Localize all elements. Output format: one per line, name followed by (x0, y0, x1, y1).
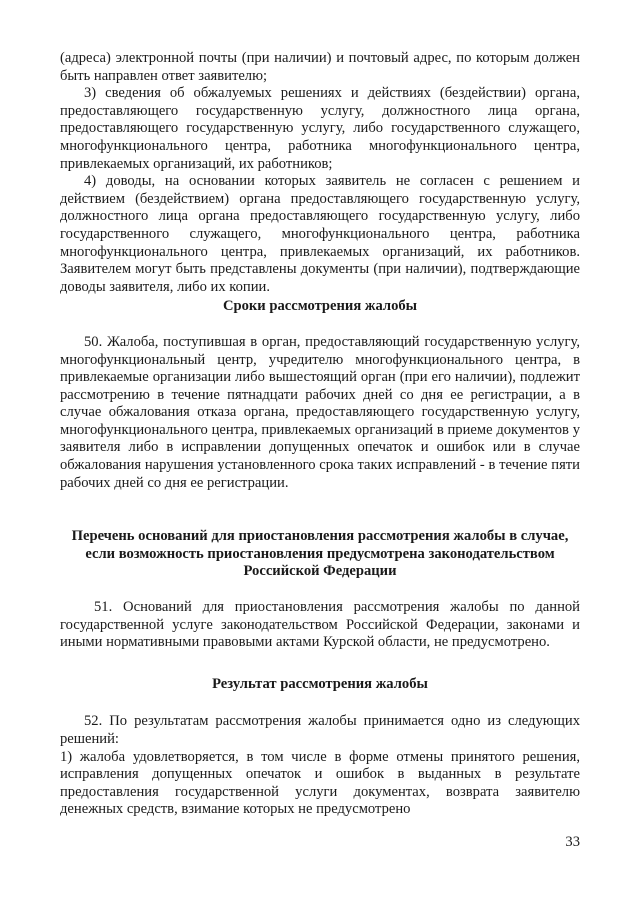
document-page (60, 50, 580, 819)
section-heading-sroki: Сроки рассмотрения жалобы (222, 298, 418, 315)
paragraph-item-4: 4) доводы, на основании которых заявитель не согласен с решением и действием (бездействием) органа предоставляющего государственную услугу, должностного лица органа предоставляющего государственную услугу, либо государственного служащего, многофункционального центра, работника многофункционального центра, привлекаемых организаций, их работников. Заявителем могут быть представлены документы (при наличии), подтверждающие доводы заявителя, либо их копии. (60, 173, 580, 295)
section-heading-perechen: Перечень оснований для приостановления рассмотрения жалобы в случае, если возможность приостановления предусмотрена законодательством Российской Федерации (71, 528, 569, 580)
paragraph-51: 51. Оснований для приостановления рассмотрения жалобы по данной государственной услуге законодательством Российской Федерации, законами и иными нормативными правовыми актами Курской области, не предусмотрено. (60, 599, 580, 651)
paragraph-item-3: 3) сведения об обжалуемых решениях и действиях (бездействии) органа, предоставляющего государственную услугу, должностного лица органа, предоставляющего государственную услугу, либо государственного служащего, многофункционального центра, работника многофункционального центра, привлекаемых организаций, их работников; (60, 85, 580, 172)
page-number: 33 (565, 834, 580, 850)
paragraph-52: 52. По результатам рассмотрения жалобы принимается одно из следующих решений: (60, 713, 580, 747)
paragraph-address-tail: (адреса) электронной почты (при наличии) и почтовый адрес, по которым должен быть направлен ответ заявителю; (60, 50, 580, 84)
paragraph-50: 50. Жалоба, поступившая в орган, предоставляющий государственную услугу, многофункциональный центр, учредителю многофункционального центра, в привлекаемые организации либо вышестоящий орган (при его наличии), подлежит рассмотрению в течение пятнадцати рабочих дней со дня ее регистрации, а в случае обжалования отказа органа, предоставляющего государственную услугу, многофункционального центра, привлекаемых организаций в приеме документов у заявителя либо в исправлении допущенных опечаток и ошибок или в случае обжалования нарушения установленного срока таких исправлений - в течение пяти рабочих дней со дня ее регистрации. (60, 333, 580, 491)
section-heading-result: Результат рассмотрения жалобы (212, 675, 428, 692)
paragraph-52-item-1: 1) жалоба удовлетворяется, в том числе в форме отмены принятого решения, исправления допущенных опечаток и ошибок в выданных в результате предоставления государственной услуги документах, возврата заявителю денежных средств, взимание которых не предусмотрено (60, 748, 580, 818)
